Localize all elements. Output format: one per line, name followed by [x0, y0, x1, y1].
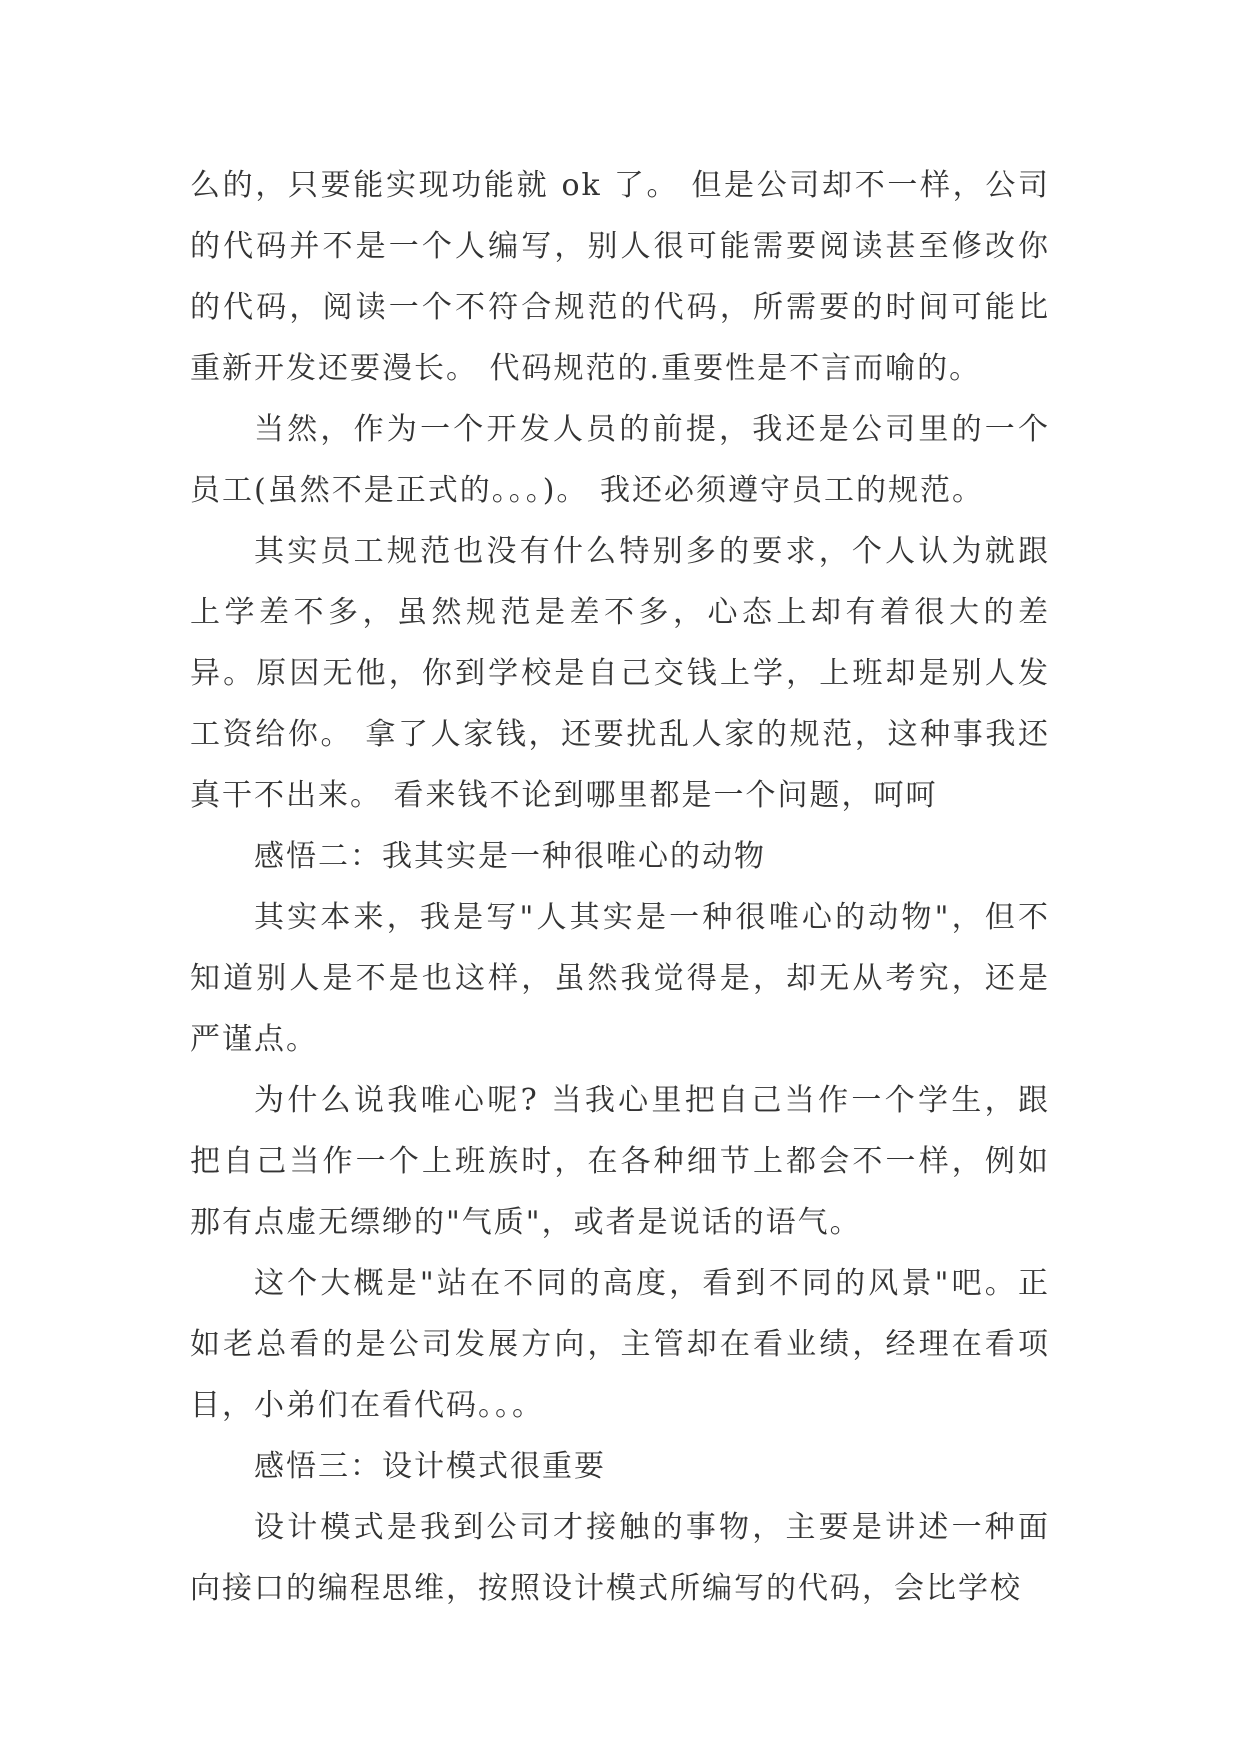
paragraph-why-idealist: 为什么说我唯心呢? 当我心里把自己当作一个学生，跟把自己当作一个上班族时，在各种细节上都会不一样，例如那有点虚无缥缈的"气质"，或者是说话的语气。	[190, 1083, 1050, 1240]
paragraph-code-standards: 么的，只要能实现功能就 ok 了。 但是公司却不一样，公司的代码并不是一个人编写，别人很可能需要阅读甚至修改你的代码，阅读一个不符合规范的代码，所需要的时间可能比重新开发还要漫长。 代码规范的.重要性是不言而喻的。	[190, 168, 1050, 386]
paragraph-employee-role: 当然，作为一个开发人员的前提，我还是公司里的一个员工(虽然不是正式的。。。)。 我还必须遵守员工的规范。	[190, 412, 1050, 508]
paragraph-different-heights: 这个大概是"站在不同的高度，看到不同的风景"吧。正如老总看的是公司发展方向，主管却在看业绩，经理在看项目，小弟们在看代码。。。	[190, 1266, 1050, 1423]
paragraph-design-patterns: 设计模式是我到公司才接触的事物，主要是讲述一种面向接口的编程思维，按照设计模式所编写的代码，会比学校	[190, 1510, 1050, 1606]
section-heading-insight-three: 感悟三：设计模式很重要	[254, 1449, 606, 1484]
document-body	[190, 155, 1050, 1619]
paragraph-employee-rules: 其实员工规范也没有什么特别多的要求，个人认为就跟上学差不多，虽然规范是差不多，心态上却有着很大的差异。原因无他，你到学校是自己交钱上学，上班却是别人发工资给你。 拿了人家钱，还要扰乱人家的规范，这种事我还真干不出来。 看来钱不论到哪里都是一个问题，呵呵	[190, 534, 1050, 813]
section-heading-insight-two: 感悟二：我其实是一种很唯心的动物	[254, 839, 766, 874]
paragraph-idealism: 其实本来，我是写"人其实是一种很唯心的动物"，但不知道别人是不是也这样，虽然我觉得是，却无从考究，还是严谨点。	[190, 900, 1050, 1057]
